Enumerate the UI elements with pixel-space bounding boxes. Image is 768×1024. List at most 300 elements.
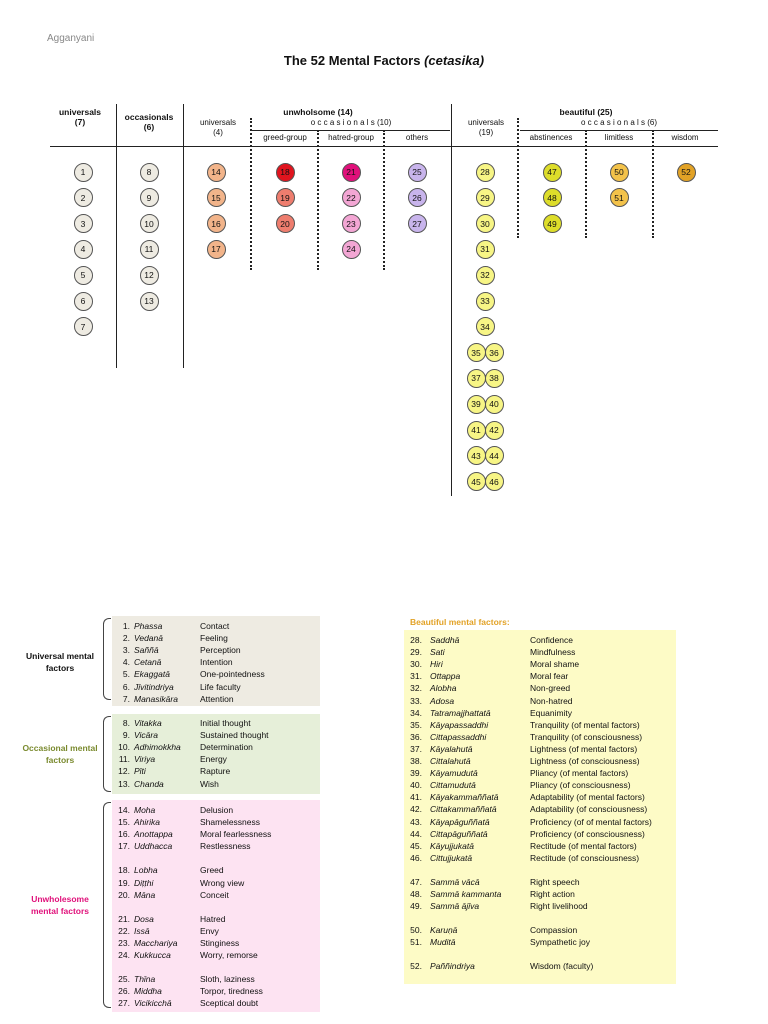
factor-number: 14. xyxy=(118,805,130,815)
english-term: Pliancy (of mental factors) xyxy=(530,768,629,779)
dotted-divider-6 xyxy=(652,130,654,238)
pali-term: Sammā vācā xyxy=(430,876,480,887)
english-term: Sloth, laziness xyxy=(200,974,255,985)
list-item xyxy=(112,741,320,753)
factor-circle-41: 41 xyxy=(467,421,486,440)
factor-number: 13. xyxy=(118,778,130,789)
factor-circle-20: 20 xyxy=(276,214,295,233)
english-term: Stinginess xyxy=(200,937,240,948)
factor-circle-6: 6 xyxy=(74,292,93,311)
factor-number: 25. xyxy=(118,974,130,985)
list-item xyxy=(404,658,676,670)
list-item xyxy=(112,632,320,644)
divider-1 xyxy=(116,104,117,368)
pali-term: Alobha xyxy=(430,683,457,694)
list-item xyxy=(404,707,676,719)
factor-number: 30. xyxy=(410,659,422,670)
header-unw-occasionals: o c c a s i o n a l s (10) xyxy=(310,118,392,127)
factor-number: 37. xyxy=(410,743,422,754)
list-item xyxy=(112,997,320,1009)
english-term: Moral fearlessness xyxy=(200,829,272,840)
pali-term: Phassa xyxy=(134,621,163,631)
list-item xyxy=(404,936,676,948)
pali-term: Sati xyxy=(430,647,445,658)
list-item xyxy=(404,803,676,815)
factor-number: 26. xyxy=(118,986,130,997)
english-term: Worry, remorse xyxy=(200,950,258,960)
english-term: Attention xyxy=(200,693,234,704)
title-main: The 52 Mental Factors xyxy=(283,53,425,68)
list-item xyxy=(404,888,676,900)
factor-circle-21: 21 xyxy=(342,163,361,182)
header-others: others xyxy=(405,133,429,142)
title-italic: (cetasika) xyxy=(424,53,485,68)
factor-number: 43. xyxy=(410,816,422,827)
factor-number: 12. xyxy=(118,766,130,777)
factor-number: 28. xyxy=(410,635,422,645)
english-term: Perception xyxy=(200,645,241,656)
list-item xyxy=(112,729,320,741)
factor-number: 38. xyxy=(410,756,422,766)
english-term: Hatred xyxy=(200,913,226,924)
list-item xyxy=(112,668,320,680)
factor-number: 45. xyxy=(410,840,422,851)
factor-number: 39. xyxy=(410,768,422,779)
factor-number: 27. xyxy=(118,998,130,1009)
factor-circle-14: 14 xyxy=(207,163,226,182)
pali-term: Kāyapāguññatā xyxy=(430,816,490,827)
factor-number: 48. xyxy=(410,889,422,899)
factor-circle-7: 7 xyxy=(74,317,93,336)
factor-circle-35: 35 xyxy=(467,343,486,362)
factor-circle-42: 42 xyxy=(485,421,504,440)
pali-term: Macchariya xyxy=(134,937,178,948)
dotted-divider-5 xyxy=(585,130,587,238)
pali-term: Uddhacca xyxy=(134,841,173,852)
factor-number: 49. xyxy=(410,901,422,912)
factor-number: 52. xyxy=(410,961,422,972)
list-item xyxy=(112,985,320,997)
pali-term: Anottappa xyxy=(134,829,173,840)
factor-number: 11. xyxy=(118,754,130,765)
header-bea-universals: universals (19) xyxy=(467,118,504,137)
occasional-factor-box xyxy=(112,714,320,794)
factor-number: 32. xyxy=(410,683,422,694)
pali-term: Kāyakammaññatā xyxy=(430,792,499,803)
universal-brace xyxy=(103,618,111,700)
pali-term: Thīna xyxy=(134,974,156,985)
factor-circle-8: 8 xyxy=(140,163,159,182)
factor-number: 51. xyxy=(410,937,422,948)
factor-circle-22: 22 xyxy=(342,188,361,207)
factor-circle-34: 34 xyxy=(476,317,495,336)
english-term: Sympathetic joy xyxy=(530,937,590,948)
header-limitless: limitless xyxy=(604,133,634,142)
factor-circle-18: 18 xyxy=(276,163,295,182)
pali-term: Kāyapassaddhi xyxy=(430,719,489,730)
list-item xyxy=(404,743,676,755)
pali-term: Vicikicchā xyxy=(134,998,172,1009)
english-term: Moral shame xyxy=(530,659,580,670)
header-occasionals: occasionals (6) xyxy=(124,112,174,132)
header-wisdom: wisdom xyxy=(671,133,699,142)
pali-term: Cittakammaññatā xyxy=(430,804,497,815)
header-beautiful: beautiful (25) xyxy=(559,107,613,117)
factor-number: 36. xyxy=(410,731,422,742)
english-term: Tranquility (of mental factors) xyxy=(530,719,640,730)
beautiful-factor-box xyxy=(404,630,676,984)
english-term: Shamelessness xyxy=(200,817,261,828)
english-term: Contact xyxy=(200,621,230,631)
pali-term: Hiri xyxy=(430,659,443,670)
factor-circle-31: 31 xyxy=(476,240,495,259)
factor-number: 17. xyxy=(118,841,130,852)
factor-number: 40. xyxy=(410,780,422,791)
factor-circle-51: 51 xyxy=(610,188,629,207)
unwholesome-factor-box xyxy=(112,800,320,1012)
factor-number: 35. xyxy=(410,719,422,730)
list-item xyxy=(404,719,676,731)
header-universals: universals (7) xyxy=(58,107,102,127)
factor-number: 21. xyxy=(118,913,130,924)
factor-circle-10: 10 xyxy=(140,214,159,233)
factor-circle-38: 38 xyxy=(485,369,504,388)
list-item xyxy=(404,646,676,658)
list-item xyxy=(112,717,320,729)
pali-term: Sammā kammanta xyxy=(430,889,502,899)
factor-number: 6. xyxy=(122,681,130,692)
list-item xyxy=(112,681,320,693)
pali-term: Kāyujjukatā xyxy=(430,840,474,851)
pali-term: Cittalahutā xyxy=(430,756,471,766)
english-term: Non-greed xyxy=(530,683,571,694)
factor-circle-5: 5 xyxy=(74,266,93,285)
list-item xyxy=(404,634,676,646)
list-item xyxy=(112,693,320,705)
english-term: Initial thought xyxy=(200,718,251,728)
pali-term: Jīvitindriya xyxy=(134,681,174,692)
english-term: Conceit xyxy=(200,889,229,900)
english-term: Lightness (of mental factors) xyxy=(530,743,638,754)
list-item xyxy=(404,791,676,803)
pali-term: Tatramajjhattatā xyxy=(430,707,491,718)
list-item xyxy=(112,877,320,889)
list-item xyxy=(404,900,676,912)
factor-number: 41. xyxy=(410,792,422,803)
list-item xyxy=(112,644,320,656)
english-term: Proficiency (of of mental factors) xyxy=(530,816,652,827)
english-term: Right speech xyxy=(530,876,580,887)
factor-number: 8. xyxy=(122,718,130,728)
list-item xyxy=(404,876,676,888)
header-greed: greed-group xyxy=(263,133,307,142)
pali-term: Diṭṭhi xyxy=(134,877,154,888)
english-term: Intention xyxy=(200,657,233,668)
pali-term: Middha xyxy=(134,986,162,997)
english-term: Wish xyxy=(200,778,219,789)
english-term: Rapture xyxy=(200,766,231,777)
pali-term: Kāyamudutā xyxy=(430,768,478,779)
list-item xyxy=(112,949,320,961)
factor-number: 18. xyxy=(118,865,130,876)
factor-number: 10. xyxy=(118,742,130,753)
factor-circle-40: 40 xyxy=(485,395,504,414)
factor-number: 3. xyxy=(122,645,130,656)
english-term: Delusion xyxy=(200,805,234,815)
list-item xyxy=(404,779,676,791)
list-item xyxy=(112,656,320,668)
factor-number: 15. xyxy=(118,817,130,828)
header-hatred: hatred-group xyxy=(328,133,374,142)
english-term: Torpor, tiredness xyxy=(200,986,263,997)
factor-circle-28: 28 xyxy=(476,163,495,182)
factor-circle-12: 12 xyxy=(140,266,159,285)
english-term: Adaptability (of consciousness) xyxy=(530,804,648,815)
list-item xyxy=(404,670,676,682)
factor-number: 31. xyxy=(410,671,422,682)
english-term: Right action xyxy=(530,889,575,899)
english-term: Life faculty xyxy=(200,681,241,692)
dotted-divider-1 xyxy=(250,118,252,270)
english-term: Compassion xyxy=(530,925,578,936)
factor-number: 34. xyxy=(410,707,422,718)
list-item xyxy=(404,755,676,767)
factor-number: 5. xyxy=(122,669,130,680)
list-item xyxy=(404,816,676,828)
factor-number: 4. xyxy=(122,657,130,668)
factor-circle-2: 2 xyxy=(74,188,93,207)
english-term: One-pointedness xyxy=(200,669,265,680)
english-term: Rectitude (of mental factors) xyxy=(530,840,637,851)
english-term: Wisdom (faculty) xyxy=(530,961,594,972)
english-term: Wrong view xyxy=(200,877,245,888)
unwholesome-brace xyxy=(103,802,111,1008)
factor-circle-46: 46 xyxy=(485,472,504,491)
divider-3 xyxy=(451,104,452,496)
pali-term: Vitakka xyxy=(134,718,162,728)
list-item xyxy=(404,767,676,779)
header-unwholesome: unwholsome (14) xyxy=(283,107,353,117)
factor-number: 7. xyxy=(122,693,130,704)
english-term: Confidence xyxy=(530,635,574,645)
english-term: Moral fear xyxy=(530,671,569,682)
pali-term: Chanda xyxy=(134,778,164,789)
list-item xyxy=(404,828,676,840)
factor-circle-13: 13 xyxy=(140,292,159,311)
english-term: Sustained thought xyxy=(200,730,269,741)
english-term: Pliancy (of consciousness) xyxy=(530,780,631,791)
factor-circle-30: 30 xyxy=(476,214,495,233)
beautiful-group-label: Beautiful mental factors: xyxy=(410,617,510,627)
pali-term: Saññā xyxy=(134,645,159,656)
factor-number: 29. xyxy=(410,647,422,658)
list-item xyxy=(404,695,676,707)
factor-number: 23. xyxy=(118,937,130,948)
factor-number: 19. xyxy=(118,877,130,888)
page-title xyxy=(0,53,768,68)
list-item xyxy=(112,828,320,840)
pali-term: Saddhā xyxy=(430,635,460,645)
factor-circle-26: 26 xyxy=(408,188,427,207)
pali-term: Karuṇā xyxy=(430,925,458,936)
pali-term: Moha xyxy=(134,805,156,815)
unwholesome-group-label: Unwholesome mental factors xyxy=(30,894,90,916)
english-term: Proficiency (of consciousness) xyxy=(530,828,645,839)
factor-circle-47: 47 xyxy=(543,163,562,182)
list-item xyxy=(112,913,320,925)
english-term: Non-hatred xyxy=(530,695,573,706)
occasional-group-label: Occasional mental factors xyxy=(22,743,98,765)
list-item xyxy=(112,804,320,816)
factor-circle-45: 45 xyxy=(467,472,486,491)
factor-circle-1: 1 xyxy=(74,163,93,182)
pali-term: Māna xyxy=(134,889,156,900)
list-item xyxy=(112,816,320,828)
english-term: Mindfulness xyxy=(530,647,576,658)
factor-circle-24: 24 xyxy=(342,240,361,259)
factor-number: 44. xyxy=(410,828,422,839)
list-item xyxy=(404,840,676,852)
factor-circle-32: 32 xyxy=(476,266,495,285)
universal-group-label: Universal mental factors xyxy=(25,651,95,673)
english-term: Equanimity xyxy=(530,707,573,718)
factor-circle-39: 39 xyxy=(467,395,486,414)
list-item xyxy=(112,778,320,790)
universal-factor-box xyxy=(112,616,320,706)
factor-number: 2. xyxy=(122,633,130,644)
pali-term: Pīti xyxy=(134,766,146,777)
list-item xyxy=(112,765,320,777)
english-term: Rectitude (of consciousness) xyxy=(530,852,640,863)
occasional-brace xyxy=(103,716,111,792)
dotted-divider-2 xyxy=(317,130,319,270)
english-term: Energy xyxy=(200,754,227,765)
unw-subheader-rule xyxy=(252,130,450,131)
pali-term: Cetanā xyxy=(134,657,162,668)
factor-number: 22. xyxy=(118,925,130,936)
pali-term: Lobha xyxy=(134,865,158,876)
dotted-divider-4 xyxy=(517,118,519,238)
factor-circle-19: 19 xyxy=(276,188,295,207)
pali-term: Kukkucca xyxy=(134,950,171,960)
factor-circle-49: 49 xyxy=(543,214,562,233)
pali-term: Adhimokkha xyxy=(134,742,181,753)
dotted-divider-3 xyxy=(383,130,385,270)
author-name: Agganyani xyxy=(47,33,95,44)
pali-term: Ekaggatā xyxy=(134,669,170,680)
factor-number: 16. xyxy=(118,829,130,840)
english-term: Envy xyxy=(200,925,219,936)
bea-subheader-rule xyxy=(520,130,718,131)
english-term: Lightness (of consciousness) xyxy=(530,756,640,766)
factor-circle-17: 17 xyxy=(207,240,226,259)
factor-circle-23: 23 xyxy=(342,214,361,233)
list-item xyxy=(112,840,320,852)
factor-circle-9: 9 xyxy=(140,188,159,207)
header-bea-occasionals: o c c a s i o n a l s (6) xyxy=(580,118,658,127)
english-term: Sceptical doubt xyxy=(200,998,259,1009)
header-unw-universals: universals (4) xyxy=(199,118,236,137)
pali-term: Cittujjukatā xyxy=(430,852,473,863)
factor-circle-29: 29 xyxy=(476,188,495,207)
pali-term: Muditā xyxy=(430,937,456,948)
pali-term: Cittapassaddhi xyxy=(430,731,487,742)
factor-number: 47. xyxy=(410,876,422,887)
factor-number: 9. xyxy=(122,730,130,741)
list-item xyxy=(112,937,320,949)
english-term: Tranquility (of consciousness) xyxy=(530,731,643,742)
english-term: Restlessness xyxy=(200,841,251,852)
factor-circle-27: 27 xyxy=(408,214,427,233)
pali-term: Issā xyxy=(134,925,150,936)
list-item xyxy=(404,924,676,936)
english-term: Adaptability (of mental factors) xyxy=(530,792,645,803)
pali-term: Cittapāguññatā xyxy=(430,828,488,839)
list-item xyxy=(112,973,320,985)
pali-term: Cittamudutā xyxy=(430,780,476,791)
factor-circle-36: 36 xyxy=(485,343,504,362)
pali-term: Viriya xyxy=(134,754,156,765)
pali-term: Vicāra xyxy=(134,730,158,741)
list-item xyxy=(112,864,320,876)
factor-number: 42. xyxy=(410,804,422,815)
factor-circle-44: 44 xyxy=(485,446,504,465)
list-item xyxy=(112,889,320,901)
factor-circle-43: 43 xyxy=(467,446,486,465)
factor-number: 46. xyxy=(410,852,422,863)
list-item xyxy=(112,620,320,632)
header-abstinences: abstinences xyxy=(529,133,573,142)
english-term: Feeling xyxy=(200,633,228,644)
factor-circle-11: 11 xyxy=(140,240,159,259)
factor-circle-37: 37 xyxy=(467,369,486,388)
english-term: Determination xyxy=(200,742,253,753)
list-item xyxy=(112,925,320,937)
factor-circle-48: 48 xyxy=(543,188,562,207)
list-item xyxy=(404,731,676,743)
factor-circle-15: 15 xyxy=(207,188,226,207)
factor-circle-52: 52 xyxy=(677,163,696,182)
pali-term: Sammā ājīva xyxy=(430,901,480,912)
pali-term: Manasikāra xyxy=(134,693,178,704)
divider-2 xyxy=(183,104,184,368)
pali-term: Dosa xyxy=(134,913,154,924)
list-item xyxy=(404,682,676,694)
list-item xyxy=(404,960,676,972)
pali-term: Adosa xyxy=(430,695,455,706)
factor-number: 1. xyxy=(122,621,130,631)
english-term: Greed xyxy=(200,865,224,876)
factor-circle-33: 33 xyxy=(476,292,495,311)
pali-term: Ahirika xyxy=(134,817,160,828)
factor-number: 33. xyxy=(410,695,422,706)
english-term: Right livelihood xyxy=(530,901,588,912)
pali-term: Kāyalahutā xyxy=(430,743,473,754)
factor-number: 20. xyxy=(118,889,130,900)
pali-term: Ottappa xyxy=(430,671,461,682)
list-item xyxy=(112,753,320,765)
list-item xyxy=(404,852,676,864)
factor-circle-3: 3 xyxy=(74,214,93,233)
factor-circle-16: 16 xyxy=(207,214,226,233)
factor-number: 50. xyxy=(410,925,422,936)
factor-circle-25: 25 xyxy=(408,163,427,182)
factor-circle-50: 50 xyxy=(610,163,629,182)
pali-term: Paññindriya xyxy=(430,961,475,972)
factor-circle-4: 4 xyxy=(74,240,93,259)
pali-term: Vedanā xyxy=(134,633,163,644)
factor-number: 24. xyxy=(118,950,130,960)
